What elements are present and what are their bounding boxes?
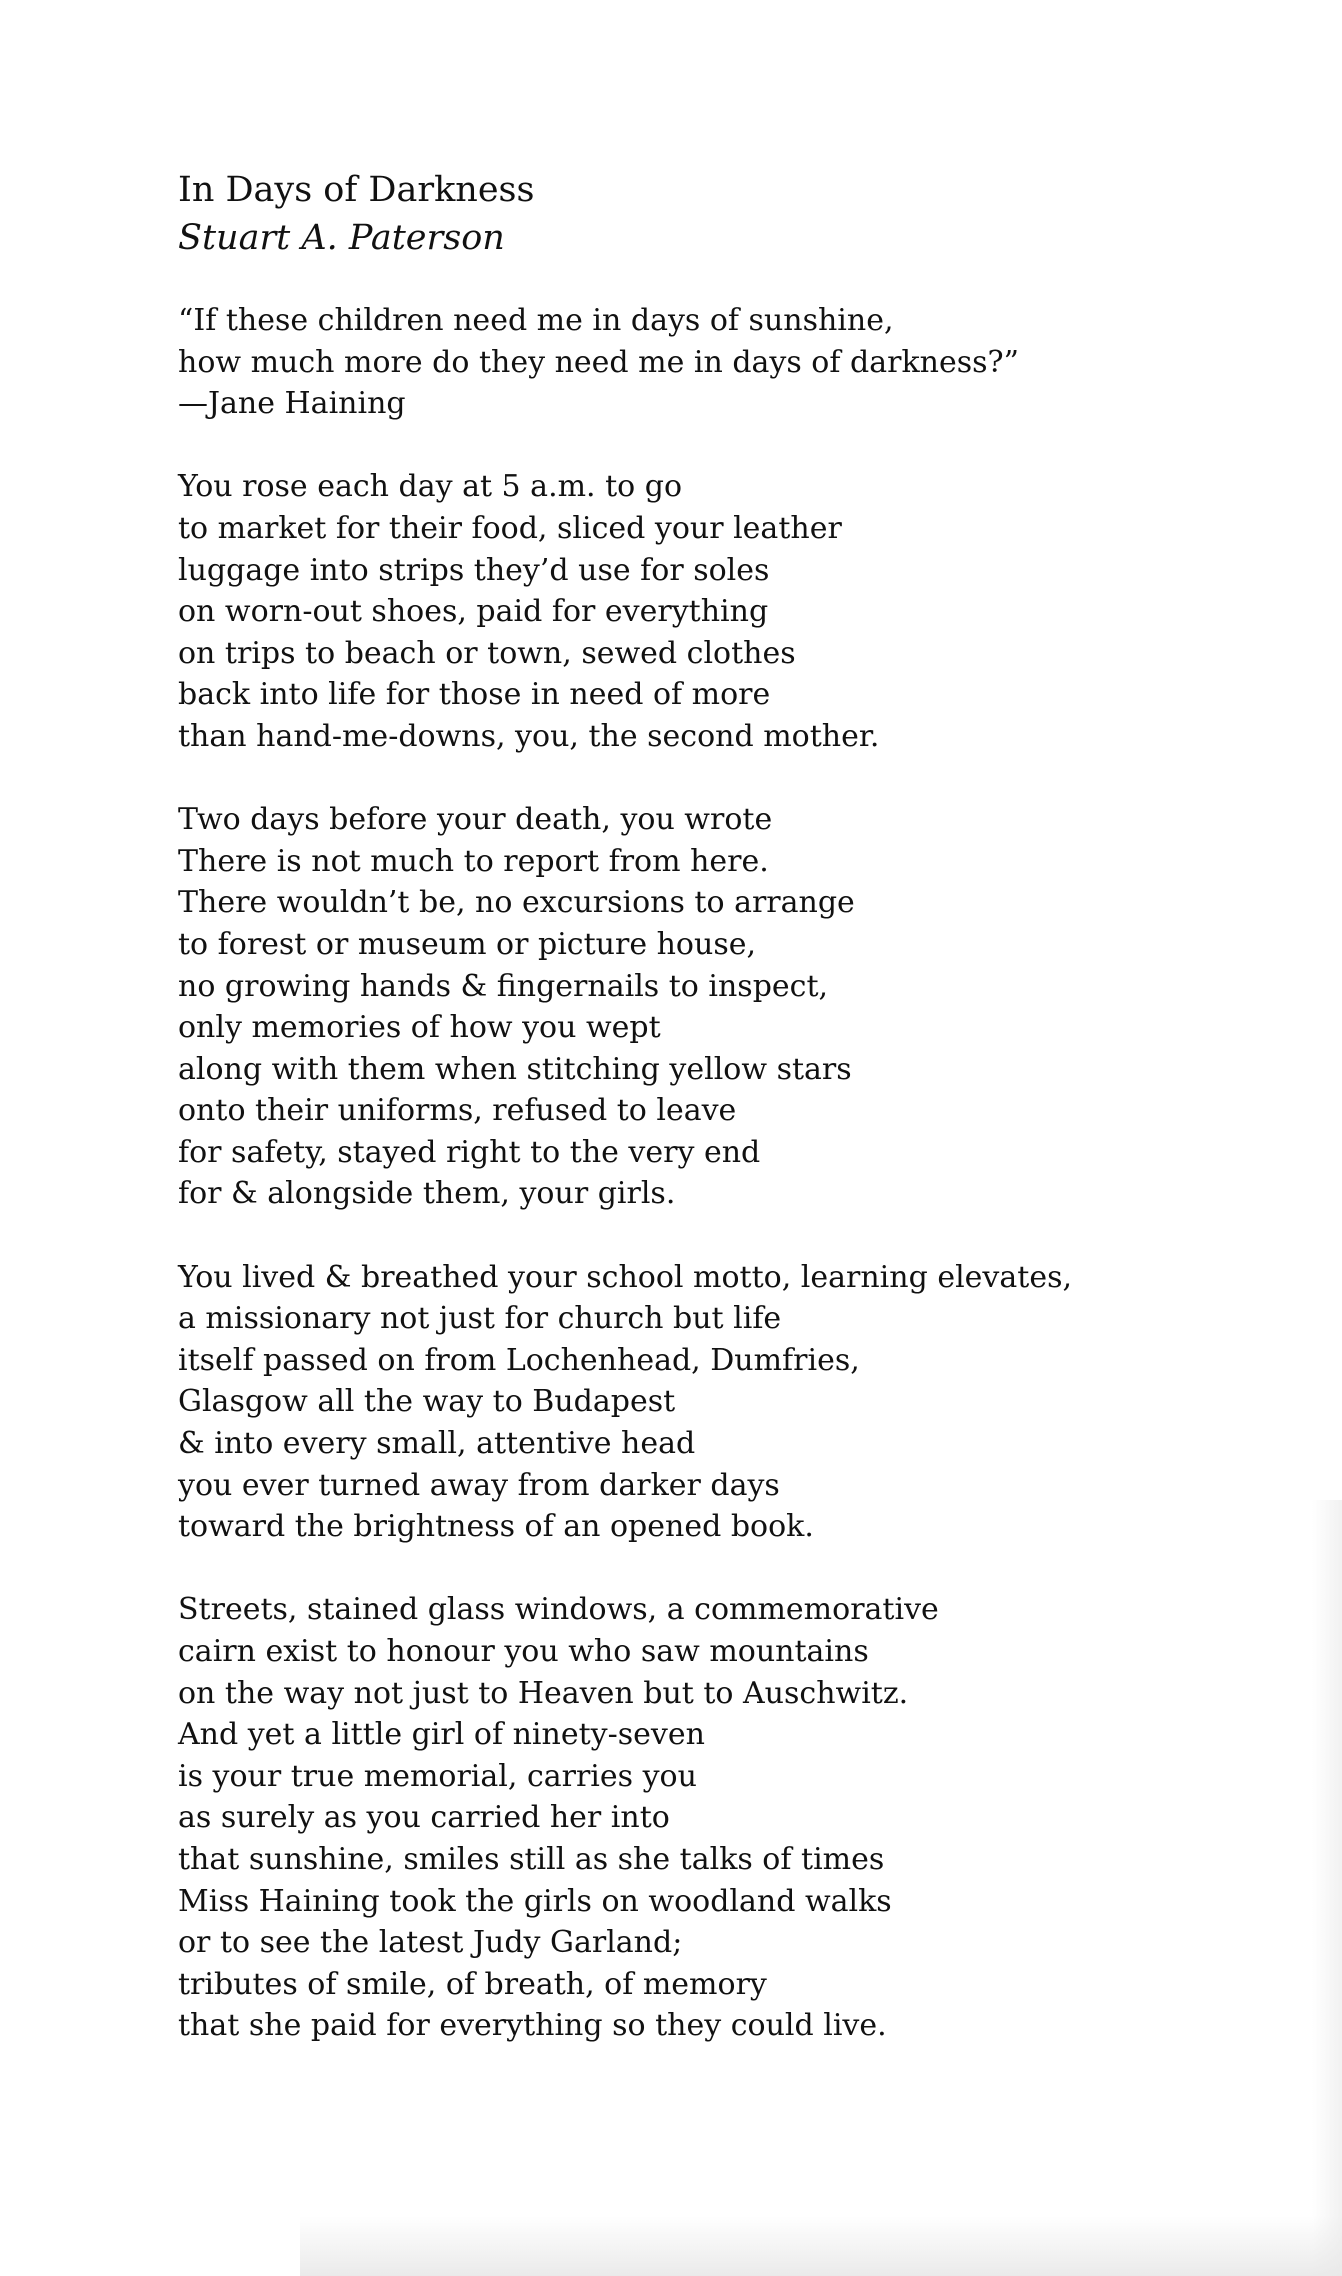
poem-line: along with them when stitching yellow stars [178, 1051, 852, 1087]
poem-title: In Days of Darkness [178, 170, 535, 210]
poem-line: a missionary not just for church but life [178, 1301, 782, 1337]
poem-line: There wouldn’t be, no excursions to arrange [178, 885, 855, 921]
poem-line: than hand-me-downs, you, the second mother. [178, 718, 880, 754]
poem-line: onto their uniforms, refused to leave [178, 1093, 737, 1129]
poem-line: for & alongside them, your girls. [178, 1176, 676, 1212]
poem-line: itself passed on from Lochenhead, Dumfries, [178, 1342, 860, 1378]
epigraph-attribution: —Jane Haining [178, 386, 406, 422]
poem-line: you ever turned away from darker days [178, 1467, 780, 1503]
poem-line: Streets, stained glass windows, a commemorative [178, 1592, 939, 1628]
poem-line: that she paid for everything so they could live. [178, 2008, 887, 2044]
poem-line: that sunshine, smiles still as she talks of times [178, 1841, 885, 1877]
poem-line: to market for their food, sliced your leather [178, 510, 842, 546]
page-edge-shadow [1312, 1500, 1342, 2276]
poem-line: or to see the latest Judy Garland; [178, 1925, 683, 1961]
epigraph [178, 300, 1278, 425]
poem-line: Glasgow all the way to Budapest [178, 1384, 676, 1420]
stanza-4 [178, 1589, 1278, 2047]
poem-line: back into life for those in need of more [178, 677, 771, 713]
poem-line: is your true memorial, carries you [178, 1758, 697, 1794]
poem-line: You rose each day at 5 a.m. to go [178, 469, 683, 505]
poem-line: to forest or museum or picture house, [178, 926, 756, 962]
poem-author: Stuart A. Paterson [178, 218, 505, 258]
poem-line: on trips to beach or town, sewed clothes [178, 635, 796, 671]
poem-line: no growing hands & fingernails to inspect, [178, 968, 829, 1004]
poem-line: You lived & breathed your school motto, learning elevates, [178, 1259, 1073, 1295]
poem-line: only memories of how you wept [178, 1010, 661, 1046]
poem-line: tributes of smile, of breath, of memory [178, 1966, 767, 2002]
poem-line: Miss Haining took the girls on woodland walks [178, 1883, 892, 1919]
poem-line: Two days before your death, you wrote [178, 802, 773, 838]
poem-line: for safety, stayed right to the very end [178, 1134, 761, 1170]
poem [178, 166, 1278, 2047]
stanza-1 [178, 466, 1278, 757]
poem-line: toward the brightness of an opened book. [178, 1509, 814, 1545]
poem-line: luggage into strips they’d use for soles [178, 552, 770, 588]
poem-line: And yet a little girl of ninety-seven [178, 1717, 705, 1753]
page-bottom-shadow [300, 2216, 1342, 2276]
poem-line: on the way not just to Heaven but to Auschwitz. [178, 1675, 909, 1711]
stanza-3 [178, 1257, 1278, 1548]
poem-line: cairn exist to honour you who saw mountains [178, 1634, 869, 1669]
epigraph-line: “If these children need me in days of sunshine, [178, 303, 894, 338]
poem-line: on worn-out shoes, paid for everything [178, 594, 769, 630]
poem-line: as surely as you carried her into [178, 1800, 670, 1836]
epigraph-line: how much more do they need me in days of darkness?” [178, 344, 1019, 380]
stanza-2 [178, 799, 1278, 1215]
poem-line: There is not much to report from here. [178, 843, 769, 879]
poem-line: & into every small, attentive head [178, 1426, 696, 1462]
